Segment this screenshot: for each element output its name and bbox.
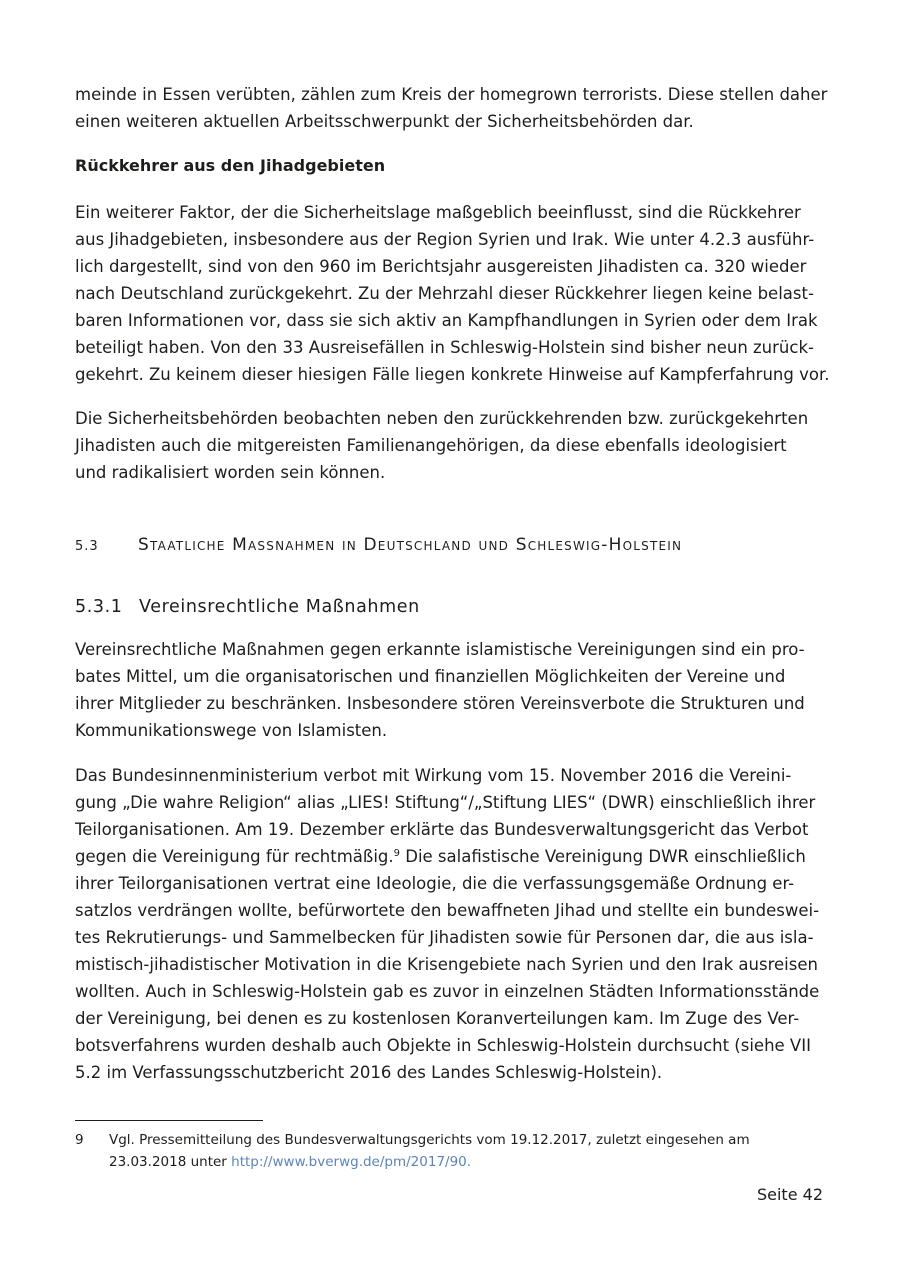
returnees-p1-line-2: aus Jihadgebieten, insbesondere aus der Region Syrien und Irak. Wie unter 4.2.3 ausführ- — [75, 230, 815, 249]
measures-p2-line-10: der Vereinigung, bei denen es zu kostenlosen Koranverteilungen kam. Im Zuge des Ver- — [75, 1009, 800, 1028]
measures-p2-line-9: wollten. Auch in Schleswig-Holstein gab es zuvor in einzelnen Städten Informationsstände — [75, 982, 820, 1001]
returnees-p2-line-1: Die Sicherheitsbehörden beobachten neben den zurückkehrenden bzw. zurückgekehrten — [75, 409, 809, 428]
footnote-text-2: 23.03.2018 unter — [109, 1154, 232, 1170]
measures-p2-line-6: satzlos verdrängen wollte, befürwortete den bewaffneten Jihad und stellte ein bundeswei- — [75, 901, 820, 920]
returnees-p1-line-7: gekehrt. Zu keinem dieser hiesigen Fälle liegen konkrete Hinweise auf Kampferfahrung vor. — [75, 365, 830, 384]
measures-p2-line-12: 5.2 im Verfassungsschutzbericht 2016 des Landes Schleswig-Holstein). — [75, 1063, 663, 1082]
measures-p1-line-3: ihrer Mitglieder zu beschränken. Insbesondere stören Vereinsverbote die Strukturen und — [75, 694, 805, 713]
intro-line-2: einen weiteren aktuellen Arbeitsschwerpunkt der Sicherheitsbehörden dar. — [75, 112, 694, 131]
section-heading — [75, 535, 682, 555]
subsection-title: Vereinsrechtliche Maßnahmen — [139, 597, 420, 617]
returnees-p2-line-2: Jihadisten auch die mitgereisten Familienangehörigen, da diese ebenfalls ideologisiert — [75, 436, 787, 455]
measures-p1-line-2: bates Mittel, um die organisatorischen und finanziellen Möglichkeiten der Vereine und — [75, 667, 786, 686]
footnote-divider — [75, 1120, 263, 1121]
footnote-text: Vgl. Pressemitteilung des Bundesverwaltungsgerichts vom 19.12.2017, zuletzt eingesehen am — [109, 1132, 750, 1148]
measures-p1-line-4: Kommunikationswege von Islamisten. — [75, 721, 388, 740]
subsection-number: 5.3.1 — [75, 597, 123, 617]
measures-p2-line-1: Das Bundesinnenministerium verbot mit Wirkung vom 15. November 2016 die Vereini- — [75, 766, 792, 785]
measures-p2-line-3: Teilorganisationen. Am 19. Dezember erklärte das Bundesverwaltungsgericht das Verbot — [75, 820, 809, 839]
page-number: Seite 42 — [756, 1185, 823, 1204]
measures-p2-line-4-start: gegen die Vereinigung für rechtmäßig. — [75, 847, 394, 866]
measures-p2-line-7: tes Rekrutierungs- und Sammelbecken für Jihadisten sowie für Personen dar, die aus isla- — [75, 928, 814, 947]
intro-line-1: meinde in Essen verübten, zählen zum Kreis der homegrown terrorists. Diese stellen daher — [75, 85, 828, 104]
subsection-heading — [75, 597, 420, 617]
measures-p2-line-4-end: Die salafistische Vereinigung DWR einschließlich — [400, 847, 806, 866]
footnote-line-2 — [75, 1151, 471, 1173]
returnees-heading: Rückkehrer aus den Jihadgebieten — [75, 156, 386, 175]
returnees-p1-line-5: baren Informationen vor, dass sie sich aktiv an Kampfhandlungen in Syrien oder dem Irak — [75, 311, 818, 330]
measures-p1-line-1: Vereinsrechtliche Maßnahmen gegen erkannte islamistische Vereinigungen sind ein pro- — [75, 640, 805, 659]
footnote-number: 9 — [75, 1132, 84, 1148]
measures-p2-line-8: mistisch-jihadistischer Motivation in die Krisengebiete nach Syrien und den Irak ausreisen — [75, 955, 818, 974]
section-title: Staatliche Massnahmen in Deutschland und Schleswig-Holstein — [138, 535, 683, 555]
measures-p2-line-4 — [75, 843, 806, 870]
returnees-p1-line-4: nach Deutschland zurückgekehrt. Zu der Mehrzahl dieser Rückkehrer liegen keine belast- — [75, 284, 814, 303]
footnote-reference[interactable]: 9 — [393, 848, 400, 859]
section-number: 5.3 — [75, 539, 99, 554]
returnees-p1-line-3: lich dargestellt, sind von den 960 im Berichtsjahr ausgereisten Jihadisten ca. 320 wieder — [75, 257, 807, 276]
footnote-link[interactable]: http://www.bverwg.de/pm/2017/90. — [231, 1154, 472, 1170]
returnees-p1-line-1: Ein weiterer Faktor, der die Sicherheitslage maßgeblich beeinflusst, sind die Rückkehrer — [75, 203, 801, 222]
returnees-p2-line-3: und radikalisiert worden sein können. — [75, 463, 386, 482]
returnees-p1-line-6: beteiligt haben. Von den 33 Ausreisefällen in Schleswig-Holstein sind bisher neun zurück- — [75, 338, 814, 357]
measures-p2-line-5: ihrer Teilorganisationen vertrat eine Ideologie, die die verfassungsgemäße Ordnung er- — [75, 874, 795, 893]
measures-p2-line-2: gung „Die wahre Religion“ alias „LIES! Stiftung“/„Stiftung LIES“ (DWR) einschließlich ihrer — [75, 793, 816, 812]
footnote-line-1 — [75, 1129, 750, 1151]
measures-p2-line-11: botsverfahrens wurden deshalb auch Objekte in Schleswig-Holstein durchsucht (siehe VII — [75, 1036, 811, 1055]
